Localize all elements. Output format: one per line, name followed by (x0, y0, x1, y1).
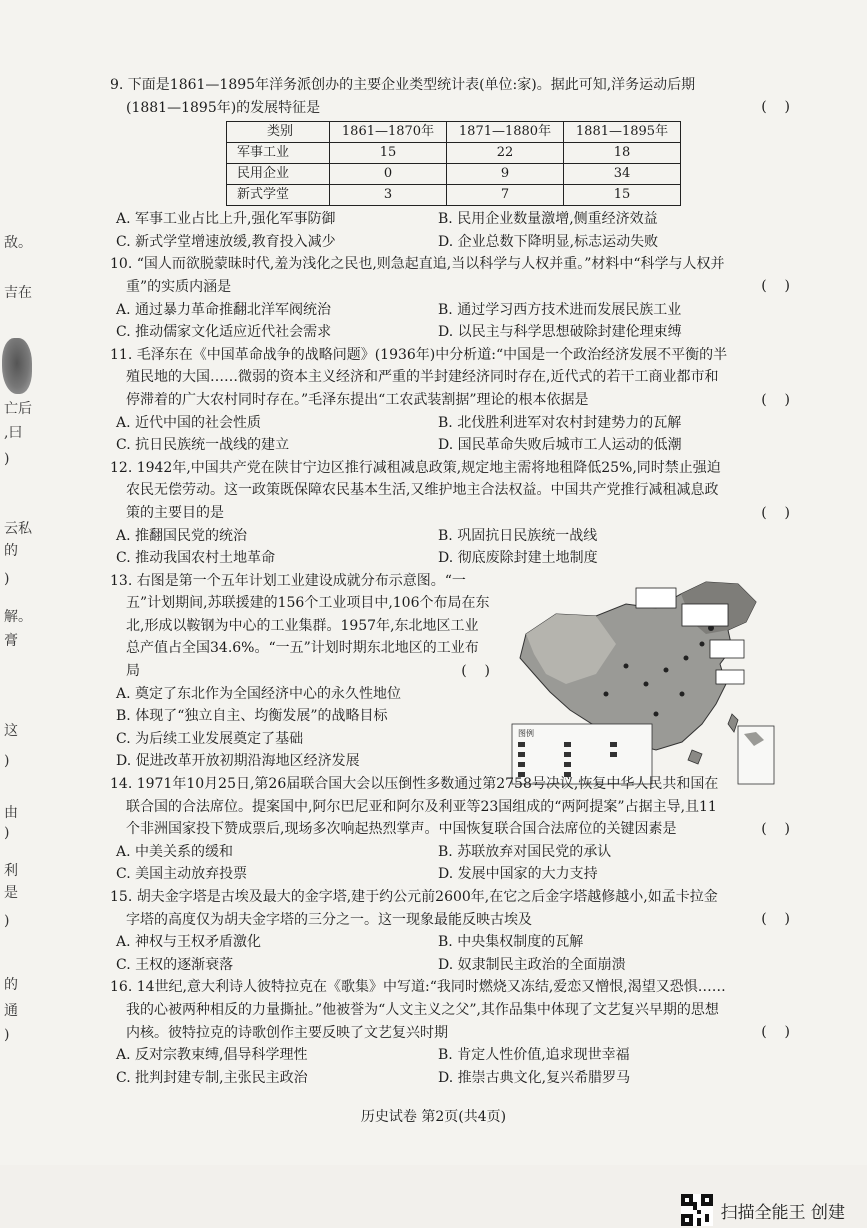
margin-bleed-char: ) (4, 753, 10, 769)
margin-bleed-char: 的 (4, 543, 18, 559)
margin-bleed-char: 通 (4, 1003, 18, 1019)
enterprise-stats-table (226, 121, 681, 206)
margin-bleed-char: 由 (4, 805, 18, 821)
option-a[interactable]: A. 神权与王权矛盾激化 (116, 934, 262, 951)
option-a[interactable]: A. 奠定了东北作为全国经济中心的永久性地位 (116, 685, 402, 702)
option-b[interactable]: B. 体现了“独立自主、均衡发展”的战略目标 (116, 708, 388, 725)
question-10-stem: 10. “国人而欲脱蒙昧时代,羞为浅化之民也,则急起直追,当以科学与人权并重。”材料中“科学与人权并重”的实质内涵是 (110, 256, 725, 295)
table-header-cell: 1861—1870年 (330, 122, 447, 143)
option-c[interactable]: C. 推动儒家文化适应近代社会需求 (116, 324, 332, 341)
margin-bleed-char: 这 (4, 723, 18, 739)
option-c[interactable]: C. 为后续工业发展奠定了基础 (116, 730, 304, 747)
question-9 (110, 74, 790, 253)
option-c[interactable]: C. 新式学堂增速放缓,教育投入减少 (116, 233, 336, 250)
margin-bleed-char: 利 (4, 863, 18, 879)
question-10 (110, 253, 790, 343)
table-cell: 18 (564, 143, 681, 164)
margin-bleed-char: 亡后 (4, 401, 32, 417)
option-b[interactable]: B. 北伐胜利进军对农村封建势力的瓦解 (438, 414, 682, 431)
table-cell: 3 (330, 185, 447, 206)
answer-paren: ( ) (761, 1024, 790, 1041)
option-b[interactable]: B. 通过学习西方技术进而发展民族工业 (438, 301, 682, 318)
option-d[interactable]: D. 以民主与科学思想破除封建伦理束缚 (438, 324, 682, 341)
option-d[interactable]: D. 推崇古典文化,复兴希腊罗马 (438, 1069, 631, 1086)
option-d[interactable]: D. 奴隶制民主政治的全面崩溃 (438, 956, 626, 973)
question-15 (110, 886, 790, 976)
table-cell: 军事工业 (227, 143, 330, 164)
question-13-stem: 13. 右图是第一个五年计划工业建设成就分布示意图。“一五”计划期间,苏联援建的156个工业项目中,106个布局在东北,形成以鞍钢为中心的工业集群。1957年,东北地区工业总产值占全国34.6%。“一五”计划时期东北地区的工业布局 (110, 572, 490, 680)
margin-bleed-char: ) (4, 913, 10, 929)
option-a[interactable]: A. 反对宗教束缚,倡导科学理性 (116, 1047, 308, 1064)
table-header-cell: 类别 (227, 122, 330, 143)
table-row (227, 185, 681, 206)
question-14-options (110, 841, 790, 886)
margin-bleed-char: 云私 (4, 521, 32, 537)
option-a[interactable]: A. 近代中国的社会性质 (116, 414, 262, 431)
page-footer: 历史试卷 第2页(共4页) (360, 1109, 507, 1125)
option-c[interactable]: C. 王权的逐渐衰落 (116, 956, 234, 973)
option-a[interactable]: A. 中美关系的缓和 (116, 843, 234, 860)
margin-bleed-char: 的 (4, 977, 18, 993)
margin-bleed-char: ) (4, 451, 10, 467)
option-b[interactable]: B. 中央集权制度的瓦解 (438, 934, 584, 951)
table-cell: 0 (330, 164, 447, 185)
option-b[interactable]: B. 肯定人性价值,追求现世幸福 (438, 1047, 630, 1064)
question-13-text (110, 570, 490, 773)
scanner-watermark (681, 1194, 845, 1226)
table-header-cell: 1871—1880年 (447, 122, 564, 143)
table-cell: 22 (447, 143, 564, 164)
question-9-stem: 9. 下面是1861—1895年洋务派创办的主要企业类型统计表(单位:家)。据此可知,洋务运动后期(1881—1895年)的发展特征是 (110, 77, 696, 116)
option-a[interactable]: A. 军事工业占比上升,强化军事防御 (116, 211, 336, 228)
question-14-stem: 14. 1971年10月25日,第26届联合国大会以压倒性多数通过第2758号决议,恢复中华人民共和国在联合国的合法席位。提案国中,阿尔巴尼亚和阿尔及利亚等23国组成的“两阿提案”占据主导,且11个非洲国家投下赞成票后,现场多次响起热烈掌声。中国恢复联合国合法席位的关键因素是 (110, 776, 719, 838)
table-cell: 15 (564, 185, 681, 206)
question-10-options (110, 299, 790, 344)
margin-bleed-char: ) (4, 1027, 10, 1043)
table-cell: 新式学堂 (227, 185, 330, 206)
question-15-stem: 15. 胡夫金字塔是古埃及最大的金字塔,建于约公元前2600年,在它之后金字塔越修越小,如孟卡拉金字塔的高度仅为胡夫金字塔的三分之一。这一现象最能反映古埃及 (110, 889, 718, 928)
margin-bleed-char: ) (4, 571, 10, 587)
question-16-options (110, 1044, 790, 1089)
table-cell: 34 (564, 164, 681, 185)
question-11-options (110, 412, 790, 457)
option-a[interactable]: A. 通过暴力革命推翻北洋军阀统治 (116, 301, 332, 318)
margin-bleed-char: ) (4, 825, 10, 841)
qr-code-icon (681, 1194, 713, 1226)
table-cell: 民用企业 (227, 164, 330, 185)
answer-paren: ( ) (461, 662, 490, 679)
question-13 (110, 570, 790, 773)
question-9-options (110, 208, 790, 253)
question-12-options (110, 525, 790, 570)
option-b[interactable]: B. 巩固抗日民族统一战线 (438, 527, 598, 544)
table-cell: 7 (447, 185, 564, 206)
question-11 (110, 344, 790, 457)
answer-paren: ( ) (761, 911, 790, 927)
option-d[interactable]: D. 国民革命失败后城市工人运动的低潮 (438, 437, 682, 454)
question-13-options (110, 683, 490, 773)
question-16-stem: 16. 14世纪,意大利诗人彼特拉克在《歌集》中写道:“我同时燃烧又冻结,爱恋又憎恨,渴望又恐惧……我的心被两种相反的力量撕扯。”他被誉为“人文主义之父”,其作品集中体现了文艺复兴早期的思想内核。彼特拉克的诗歌创作主要反映了文艺复兴时期 (110, 979, 726, 1041)
margin-image-fragment (2, 338, 32, 394)
margin-bleed-char: 膏 (4, 633, 18, 649)
question-11-stem: 11. 毛泽东在《中国革命战争的战略问题》(1936年)中分析道:“中国是一个政治经济发展不平衡的半殖民地的大国……微弱的资本主义经济和严重的半封建经济同时存在,近代式的若干工商业都市和停滞着的广大农村同时存在。”毛泽东提出“工农武装割据”理论的根本依据是 (110, 346, 728, 408)
table-cell: 9 (447, 164, 564, 185)
question-12 (110, 457, 790, 570)
option-c[interactable]: C. 批判封建专制,主张民主政治 (116, 1069, 308, 1086)
question-15-options (110, 931, 790, 976)
question-12-stem: 12. 1942年,中国共产党在陕甘宁边区推行减租减息政策,规定地主需将地租降低25%,同时禁止强迫农民无偿劳动。这一政策既保障农民基本生活,又维护地主合法权益。中国共产党推行减租减息政策的主要目的是 (110, 459, 721, 521)
question-list (110, 74, 790, 1089)
answer-paren: ( ) (761, 504, 790, 521)
answer-paren: ( ) (761, 821, 790, 838)
option-d[interactable]: D. 促进改革开放初期沿海地区经济发展 (116, 753, 360, 770)
option-b[interactable]: B. 苏联放弃对国民党的承认 (438, 843, 612, 860)
option-c[interactable]: C. 抗日民族统一战线的建立 (116, 437, 290, 454)
margin-bleed-char: 吉在 (4, 285, 32, 301)
margin-bleed-char: ,曰 (4, 425, 23, 441)
five-year-plan-industry-map (506, 574, 778, 788)
option-b[interactable]: B. 民用企业数量激增,侧重经济效益 (438, 211, 658, 228)
question-14 (110, 773, 790, 886)
option-d[interactable]: D. 企业总数下降明显,标志运动失败 (438, 233, 659, 250)
table-cell: 15 (330, 143, 447, 164)
question-16 (110, 976, 790, 1089)
map-legend-title: 图例 (518, 728, 534, 738)
option-c[interactable]: C. 美国主动放弃投票 (116, 866, 248, 883)
table-row (227, 143, 681, 164)
answer-paren: ( ) (761, 99, 790, 115)
table-header-cell: 1881—1895年 (564, 122, 681, 143)
option-d[interactable]: D. 彻底废除封建土地制度 (438, 550, 598, 567)
option-c[interactable]: C. 推动我国农村土地革命 (116, 550, 276, 567)
table-row (227, 164, 681, 185)
table-header-row (227, 122, 681, 143)
answer-paren: ( ) (761, 391, 790, 408)
answer-paren: ( ) (761, 278, 790, 295)
option-d[interactable]: D. 发展中国家的大力支持 (438, 866, 598, 883)
margin-bleed-char: 是 (4, 885, 18, 901)
option-a[interactable]: A. 推翻国民党的统治 (116, 527, 248, 544)
watermark-text: 扫描全能王 创建 (720, 1202, 845, 1223)
margin-bleed-char: 解。 (4, 609, 32, 625)
margin-bleed-char: 敌。 (4, 235, 32, 251)
